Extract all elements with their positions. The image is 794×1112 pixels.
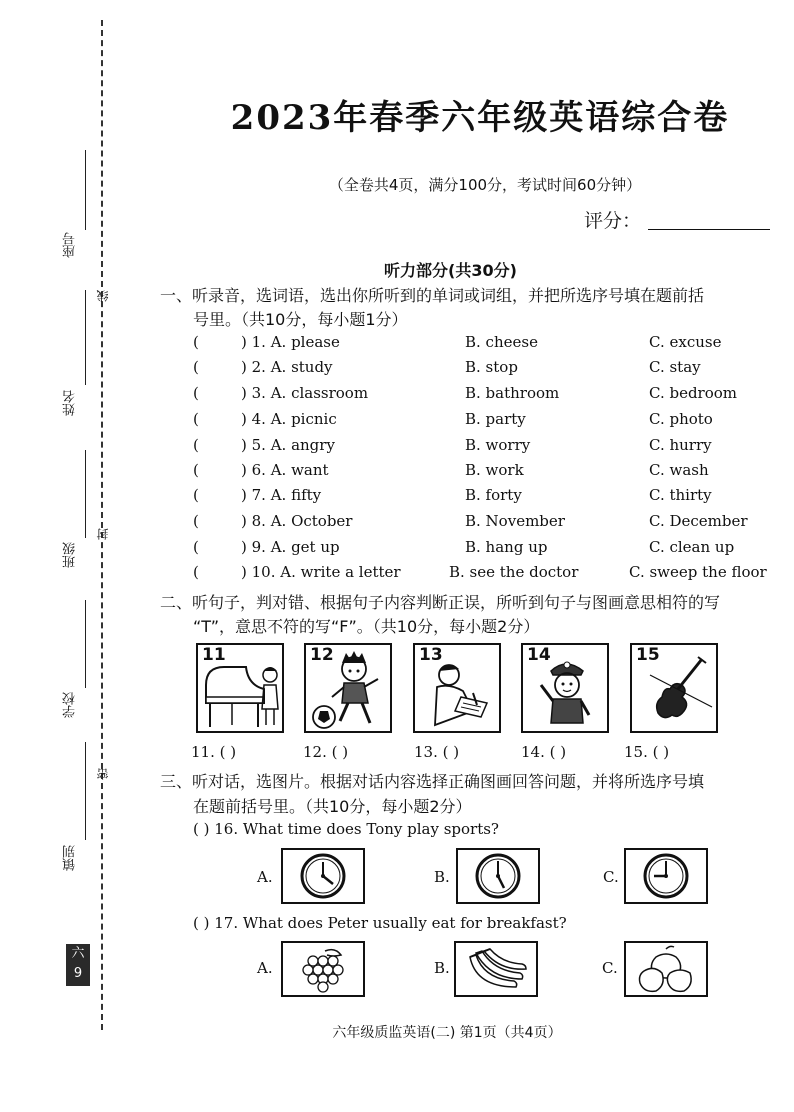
option-c: C. December bbox=[649, 512, 748, 530]
score-field[interactable] bbox=[648, 229, 770, 230]
option-b: B. bathroom bbox=[465, 384, 560, 402]
seat-field[interactable] bbox=[85, 150, 86, 230]
option-a: ) 4. A. picnic bbox=[241, 410, 337, 428]
name-field[interactable] bbox=[85, 290, 86, 385]
q17-option-c[interactable] bbox=[624, 941, 708, 997]
question-row-5 bbox=[193, 436, 793, 460]
option-b: B. stop bbox=[465, 358, 518, 376]
section1-instruction-line1: 一、听录音，选词语，选出你所听到的单词或词组，并把所选序号填在题前括 bbox=[160, 286, 705, 305]
exam-info: （全卷共4页，满分100分，考试时间60分钟） bbox=[328, 176, 642, 194]
question-17[interactable]: ( ) 17. What does Peter usually eat for breakfast? bbox=[193, 914, 567, 932]
page-title: 2023年春季六年级英语综合卷 bbox=[230, 98, 730, 138]
option-c: C. thirty bbox=[649, 486, 712, 504]
option-c: C. clean up bbox=[649, 538, 735, 556]
page-footer: 六年级质监英语(二) 第1页（共4页） bbox=[332, 1025, 562, 1041]
q17-option-b-label: B. bbox=[434, 959, 450, 977]
answer-bracket[interactable]: ( bbox=[193, 358, 199, 376]
paper-code-badge bbox=[66, 944, 90, 986]
picture-12 bbox=[304, 643, 392, 733]
q17-option-a-label: A. bbox=[257, 959, 273, 977]
seat-label: 座号 bbox=[63, 232, 78, 258]
school-label: 学校 bbox=[63, 692, 78, 718]
question-row-4 bbox=[193, 410, 793, 434]
school-field[interactable] bbox=[85, 600, 86, 688]
q17-option-a[interactable] bbox=[281, 941, 365, 997]
picture-number: 12 bbox=[310, 645, 334, 665]
town-field[interactable] bbox=[85, 742, 86, 840]
answer-slot-15[interactable]: 15. ( ) bbox=[624, 743, 670, 761]
question-row-10 bbox=[193, 563, 793, 587]
section3-instruction-line2: 在题前括号里。（共10分，每小题2分） bbox=[193, 797, 472, 816]
option-b: B. see the doctor bbox=[449, 563, 579, 581]
section3-instruction-line1: 三、听对话，选图片。根据对话内容选择正确图画回答问题，并将所选序号填 bbox=[160, 772, 705, 791]
option-c: C. stay bbox=[649, 358, 701, 376]
question-16[interactable]: ( ) 16. What time does Tony play sports? bbox=[193, 820, 499, 838]
answer-bracket[interactable]: ( bbox=[193, 486, 199, 504]
option-c: C. bedroom bbox=[649, 384, 738, 402]
answer-bracket[interactable]: ( bbox=[193, 538, 199, 556]
question-row-9 bbox=[193, 538, 793, 562]
answer-bracket[interactable]: ( bbox=[193, 563, 199, 581]
picture-number: 14 bbox=[527, 645, 551, 665]
q16-option-c-label: C. bbox=[603, 868, 619, 886]
code-bottom: 9 bbox=[73, 966, 83, 981]
option-a: ) 6. A. want bbox=[241, 461, 329, 479]
option-a: ) 8. A. October bbox=[241, 512, 353, 530]
clock-icon bbox=[283, 850, 363, 902]
q16-option-b[interactable] bbox=[456, 848, 540, 904]
question-row-7 bbox=[193, 486, 793, 510]
clock-icon bbox=[458, 850, 538, 902]
question-row-6 bbox=[193, 461, 793, 485]
picture-number: 15 bbox=[636, 645, 660, 665]
option-a: ) 3. A. classroom bbox=[241, 384, 369, 402]
question-row-1 bbox=[193, 333, 793, 357]
option-c: C. hurry bbox=[649, 436, 712, 454]
option-b: B. hang up bbox=[465, 538, 548, 556]
question-row-8 bbox=[193, 512, 793, 536]
apples-icon bbox=[626, 943, 706, 995]
answer-bracket[interactable]: ( bbox=[193, 384, 199, 402]
code-top: 六 bbox=[71, 946, 85, 961]
option-b: B. November bbox=[465, 512, 565, 530]
option-b: B. forty bbox=[465, 486, 522, 504]
option-a: ) 5. A. angry bbox=[241, 436, 335, 454]
q16-option-a-label: A. bbox=[257, 868, 273, 886]
answer-slot-12[interactable]: 12. ( ) bbox=[303, 743, 349, 761]
clock-icon bbox=[626, 850, 706, 902]
option-a: ) 1. A. please bbox=[241, 333, 340, 351]
answer-bracket[interactable]: ( bbox=[193, 333, 199, 351]
name-label: 姓名 bbox=[63, 390, 78, 416]
binding-dashed-line bbox=[101, 20, 103, 1030]
seal-char-mi: 密 bbox=[96, 768, 110, 780]
option-b: B. party bbox=[465, 410, 526, 428]
q17-option-c-label: C. bbox=[602, 959, 618, 977]
option-c: C. sweep the floor bbox=[629, 563, 767, 581]
score-label: 评分： bbox=[584, 210, 642, 232]
section2-instruction-line1: 二、听句子，判对错、根据句子内容判断正误，所听到句子与图画意思相符的写 bbox=[160, 593, 721, 612]
section1-instruction-line2: 号里。（共10分，每小题1分） bbox=[193, 310, 408, 329]
option-a: ) 2. A. study bbox=[241, 358, 333, 376]
option-b: B. work bbox=[465, 461, 524, 479]
option-a: ) 9. A. get up bbox=[241, 538, 340, 556]
option-c: C. wash bbox=[649, 461, 709, 479]
town-label: 镇别 bbox=[63, 845, 78, 871]
q17-option-b[interactable] bbox=[454, 941, 538, 997]
picture-number: 13 bbox=[419, 645, 443, 665]
question-row-2 bbox=[193, 358, 793, 382]
option-a: ) 7. A. fifty bbox=[241, 486, 322, 504]
q16-option-b-label: B. bbox=[434, 868, 450, 886]
section2-instruction-line2: “T”，意思不符的写“F”。（共10分，每小题2分） bbox=[193, 617, 540, 636]
answer-slot-14[interactable]: 14. ( ) bbox=[521, 743, 567, 761]
picture-11 bbox=[196, 643, 284, 733]
answer-bracket[interactable]: ( bbox=[193, 512, 199, 530]
option-b: B. worry bbox=[465, 436, 531, 454]
question-row-3 bbox=[193, 384, 793, 408]
class-field[interactable] bbox=[85, 450, 86, 538]
picture-number: 11 bbox=[202, 645, 226, 665]
option-b: B. cheese bbox=[465, 333, 538, 351]
answer-bracket[interactable]: ( bbox=[193, 436, 199, 454]
answer-bracket[interactable]: ( bbox=[193, 410, 199, 428]
picture-14 bbox=[521, 643, 609, 733]
answer-slot-13[interactable]: 13. ( ) bbox=[414, 743, 460, 761]
answer-slot-11[interactable]: 11. ( ) bbox=[191, 743, 237, 761]
q16-option-c[interactable] bbox=[624, 848, 708, 904]
q16-option-a[interactable] bbox=[281, 848, 365, 904]
seal-char-feng: 封 bbox=[96, 528, 110, 540]
answer-bracket[interactable]: ( bbox=[193, 461, 199, 479]
listening-heading: 听力部分(共30分) bbox=[384, 261, 517, 280]
grapes-icon bbox=[283, 943, 363, 995]
picture-15 bbox=[630, 643, 718, 733]
seal-char-line: 线 bbox=[96, 290, 110, 302]
option-c: C. photo bbox=[649, 410, 713, 428]
picture-13 bbox=[413, 643, 501, 733]
option-c: C. excuse bbox=[649, 333, 722, 351]
option-a: ) 10. A. write a letter bbox=[241, 563, 401, 581]
class-label: 班级 bbox=[63, 542, 78, 568]
bananas-icon bbox=[456, 943, 536, 995]
